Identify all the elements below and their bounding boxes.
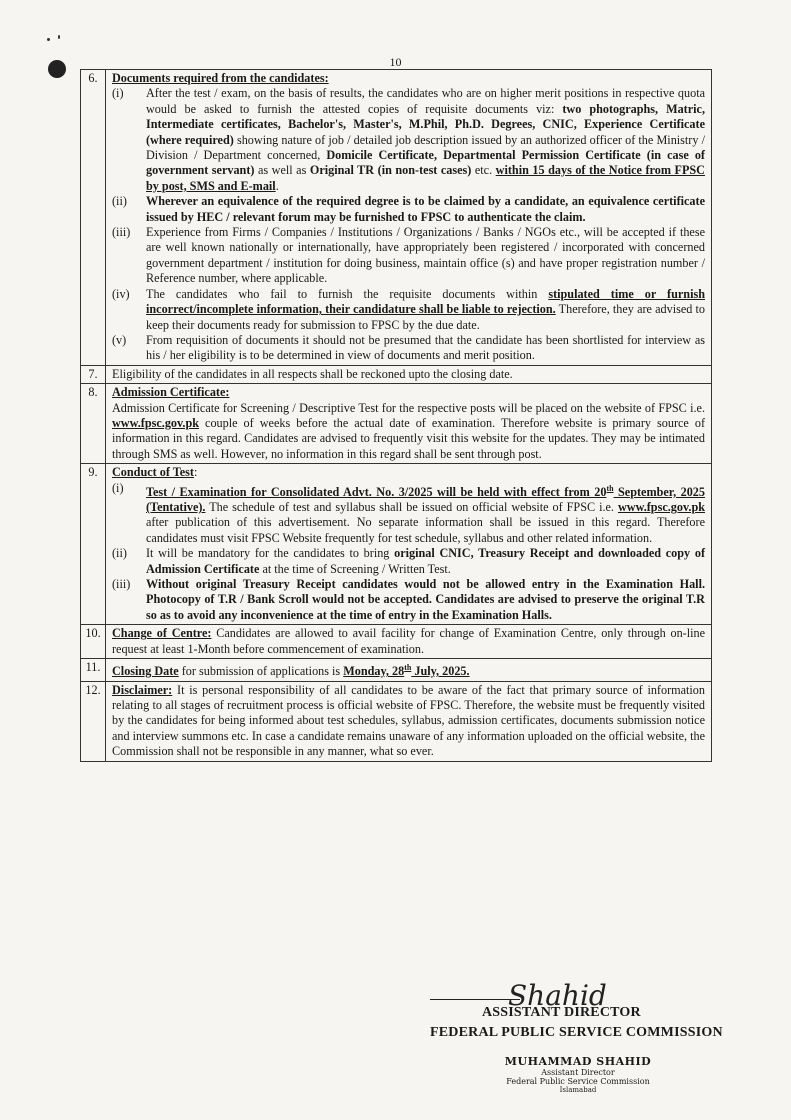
sub-item bbox=[112, 86, 705, 194]
text-run: at the time of Screening / Written Test. bbox=[259, 561, 451, 576]
sub-item-label: (i) bbox=[112, 480, 124, 495]
text-run: couple of weeks before the actual date of examination. Therefore website is primary source of information in this regard. Candidates are advised to frequently visit this website for the updates. They may be intimated through SMS as well. However, no information in this regard shall be sent through post. bbox=[112, 415, 705, 461]
sub-item bbox=[112, 546, 705, 577]
scan-speck bbox=[58, 35, 60, 39]
sub-item bbox=[112, 194, 705, 225]
section-content bbox=[106, 464, 712, 625]
stamp-city: Islamabad bbox=[559, 1086, 597, 1094]
stamp-designation: Assistant Director bbox=[541, 1068, 615, 1077]
text-run: Candidates are allowed to avail facility for change of Examination Centre, only through on-line request at least 1-Month before commencement of examination. bbox=[112, 626, 705, 656]
section-number: 6. bbox=[81, 70, 106, 366]
sub-item-body bbox=[146, 194, 705, 225]
sub-item-body bbox=[146, 287, 705, 333]
bold-underlined-text: stipulated time or furnish incorrect/incomplete information, their candidature shall be liable to rejection. bbox=[146, 286, 705, 317]
text-run: . bbox=[275, 178, 279, 193]
page-number: 10 bbox=[389, 55, 402, 69]
website-link-text: www.fpsc.gov.pk bbox=[617, 500, 705, 515]
section-number: 12. bbox=[81, 681, 106, 761]
superscript: th bbox=[606, 483, 614, 493]
text-run: for submission of applications is bbox=[178, 664, 344, 679]
bold-underlined-text: September, 2025 (Tentative). bbox=[146, 484, 705, 515]
section-title: Documents required from the candidates: bbox=[112, 71, 329, 85]
title-suffix: : bbox=[193, 465, 198, 480]
sub-item-label: (ii) bbox=[112, 546, 127, 561]
section-title: Disclaimer: bbox=[112, 682, 173, 697]
sub-item bbox=[112, 333, 705, 364]
closing-date: July, 2025. bbox=[411, 664, 470, 679]
punch-hole bbox=[48, 60, 66, 78]
sub-item-label: (ii) bbox=[112, 194, 127, 209]
section-number: 8. bbox=[81, 384, 106, 464]
superscript: th bbox=[404, 663, 412, 673]
section-content bbox=[106, 659, 712, 681]
sub-item bbox=[112, 225, 705, 287]
section-content bbox=[106, 70, 712, 366]
official-stamp bbox=[478, 1055, 678, 1094]
sub-item-body: Experience from Firms / Companies / Institutions / Organizations / Banks / NGOs etc., will be accepted if these are well known nationally or internationally, have appropriately been registered / incorporated with concerned government department / institution for doing business, maintain office (s) and have proper registration number / Reference number, where applicable. bbox=[146, 225, 705, 286]
text-run: It will be mandatory for the candidates to bring bbox=[146, 546, 395, 561]
sub-item bbox=[112, 287, 705, 333]
bold-text: Wherever an equivalence of the required degree is to be claimed by a candidate, an equivalence certificate issued by HEC / relevant forum may be furnished to FPSC to authenticate the claim. bbox=[146, 194, 705, 224]
sub-item-label: (iii) bbox=[112, 225, 131, 240]
text-run: It is personal responsibility of all candidates to be aware of the fact that primary source of information relating to all stages of recruitment process is official website of FPSC. Therefore, the website must be frequently visited by the candidates for being informed about test schedules, syllabus, admission certificates, documents submission notice and interview summons etc. In case a candidate remains unaware of any information uploaded on the official website, the Commission shall not be responsible in any manner, what so ever. bbox=[112, 682, 705, 759]
section-8 bbox=[81, 384, 712, 464]
bold-text: Without original Treasury Receipt candidates would not be allowed entry in the Examination Hall. Photocopy of T.R / Bank Scroll would not be accepted. Candidates are advised to preserve the original T.R so as to avoid any inconvenience at the time of entry in the Examination Halls. bbox=[146, 577, 705, 622]
section-6 bbox=[81, 70, 712, 366]
handwritten-signature: Shahid bbox=[508, 979, 607, 1012]
section-9 bbox=[81, 464, 712, 625]
signatory-organization: FEDERAL PUBLIC SERVICE COMMISSION bbox=[430, 1025, 723, 1040]
text-run: The schedule of test and syllabus shall be issued on official website of FPSC i.e. bbox=[205, 500, 618, 515]
stamp-organization: Federal Public Service Commission bbox=[506, 1077, 650, 1086]
text-run: After the test / exam, on the basis of results, the candidates who are on higher merit positions in respective quota would be asked to furnish the attested copies of requisite documents viz: bbox=[146, 86, 705, 116]
sub-item-body bbox=[146, 577, 705, 623]
section-10 bbox=[81, 625, 712, 659]
section-7 bbox=[81, 365, 712, 383]
text-run: The candidates who fail to furnish the requisite documents within bbox=[146, 286, 549, 301]
sub-item-label: (iv) bbox=[112, 286, 130, 301]
text-run: etc. bbox=[471, 163, 496, 178]
sub-item bbox=[112, 577, 705, 623]
text-run: as well as bbox=[254, 163, 310, 178]
bold-text: original CNIC, Treasury Receipt and downloaded copy of Admission Certificate bbox=[146, 546, 705, 576]
requirements-table bbox=[80, 69, 712, 762]
stamp-name: MUHAMMAD SHAHID bbox=[504, 1055, 652, 1068]
bold-text: Domicile Certificate, Departmental Permission Certificate (in case of government servant) bbox=[146, 148, 705, 178]
text-run: Admission Certificate for Screening / Descriptive Test for the respective posts will be placed on the website of FPSC i.e. bbox=[112, 400, 705, 415]
scan-speck bbox=[47, 38, 50, 41]
section-title-row bbox=[112, 465, 705, 480]
sub-item bbox=[112, 481, 705, 547]
section-body bbox=[112, 401, 705, 463]
bold-underlined-text: within 15 days of the Notice from FPSC by post, SMS and E-mail bbox=[146, 163, 705, 193]
bold-text: two photographs, Matric, Intermediate certificates, Bachelor's, Master's, M.Phil, Ph.D. Degrees, CNIC, Experience Certificate (where required) bbox=[146, 101, 705, 147]
sub-item-label: (v) bbox=[112, 332, 127, 347]
section-12 bbox=[81, 681, 712, 761]
section-content bbox=[106, 384, 712, 464]
bold-text: Original TR (in non-test cases) bbox=[309, 163, 472, 178]
sub-item-body: From requisition of documents it should not be presumed that the candidate has been shortlisted for interview as his / her eligibility is to be determined in view of documents and merit position. bbox=[146, 332, 705, 363]
section-number: 11. bbox=[81, 659, 106, 681]
section-content bbox=[106, 625, 712, 659]
section-number: 10. bbox=[81, 625, 106, 659]
section-number: 9. bbox=[81, 464, 106, 625]
website-link-text: www.fpsc.gov.pk bbox=[112, 415, 200, 430]
sub-item-label: (i) bbox=[112, 86, 124, 101]
sub-item-body bbox=[146, 481, 705, 547]
signatory-designation: ASSISTANT DIRECTOR bbox=[482, 1005, 641, 1020]
section-title: Conduct of Test bbox=[112, 465, 194, 480]
bold-underlined-text: Test / Examination for Consolidated Advt. No. 3/2025 will be held with effect from 20 bbox=[146, 484, 607, 499]
closing-date: Monday, 28 bbox=[343, 664, 405, 679]
section-number: 7. bbox=[81, 365, 106, 383]
sub-item-body bbox=[146, 546, 705, 577]
text-run: Therefore, they are advised to keep their documents ready for submission to FPSC by the due date. bbox=[146, 302, 706, 332]
section-title: Admission Certificate: bbox=[112, 385, 230, 400]
section-title: Change of Centre: bbox=[112, 626, 212, 641]
text-run: after publication of this advertisement. No separate information shall be issued in this regard. Therefore candidates must visit FPSC Website frequently for test schedule, syllabus and other related information. bbox=[146, 515, 705, 545]
section-11 bbox=[81, 659, 712, 681]
sub-item-label: (iii) bbox=[112, 577, 131, 592]
section-content: Eligibility of the candidates in all respects shall be reckoned upto the closing date. bbox=[106, 365, 712, 383]
text-run: showing nature of job / detailed job description issued by an authorized officer of the Ministry / Division / Department concerned, bbox=[146, 132, 705, 163]
section-title: Closing Date bbox=[112, 664, 179, 679]
signature-line bbox=[430, 999, 520, 1000]
section-content bbox=[106, 681, 712, 761]
sub-item-body bbox=[146, 86, 705, 194]
